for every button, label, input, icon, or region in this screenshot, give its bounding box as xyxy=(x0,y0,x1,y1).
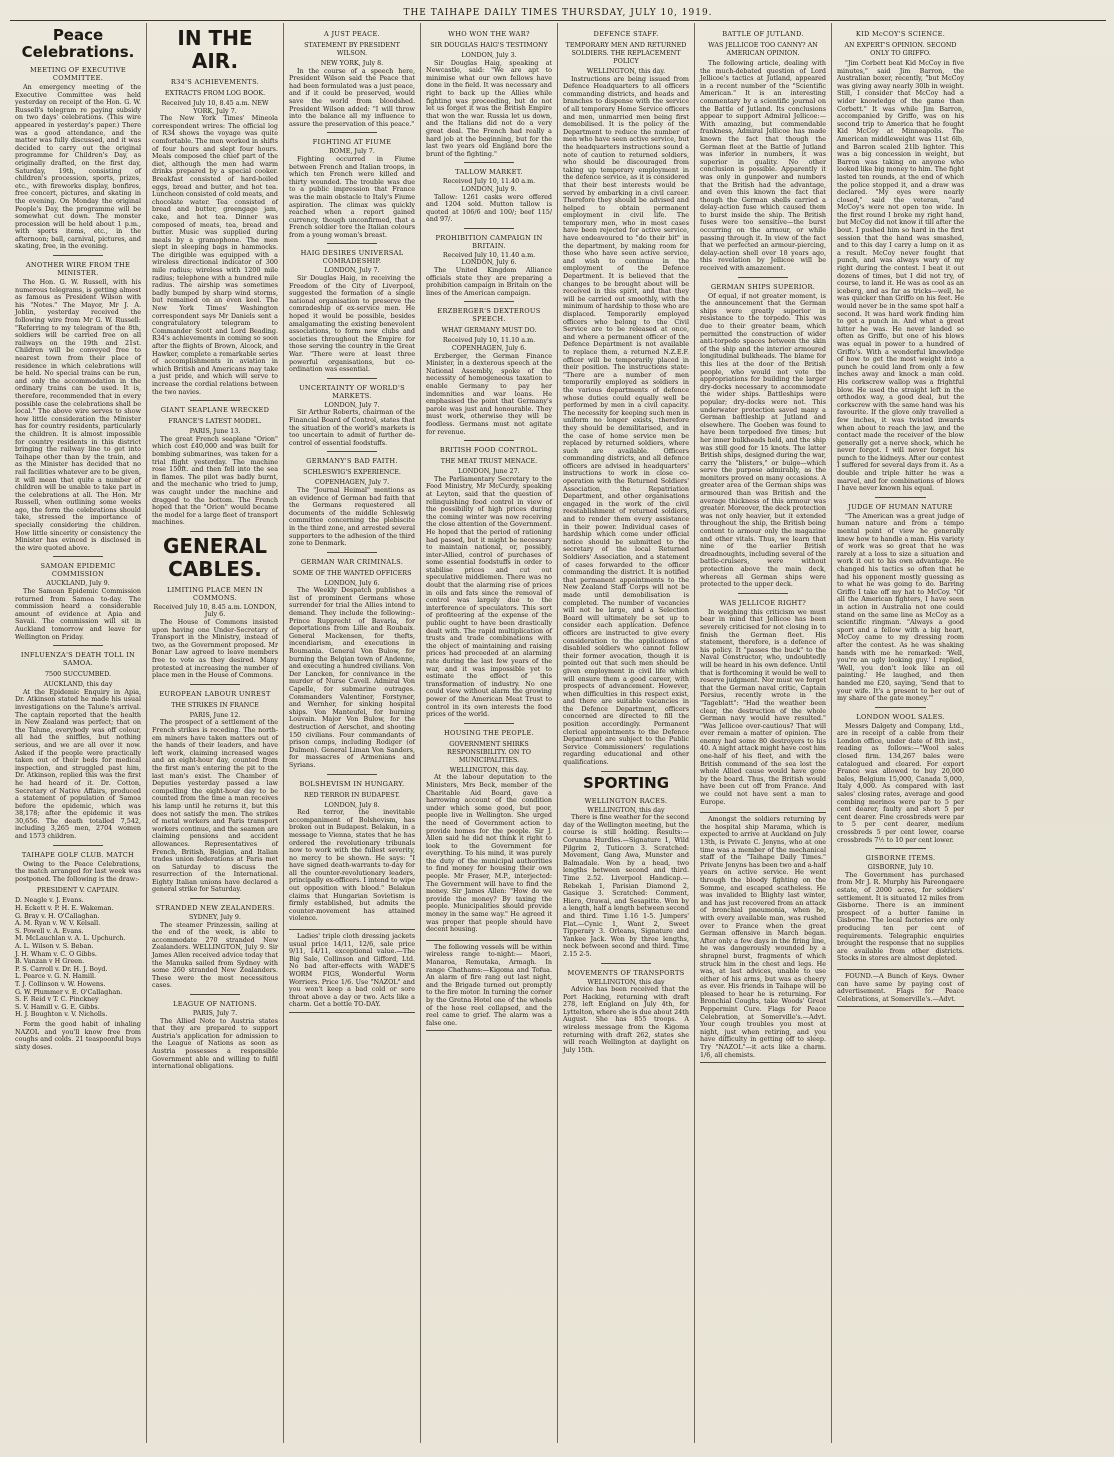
article-body: The Parliamentary Secretary to the Food Ministry, Mr McCurdy, speaking at Leyton, said that the question of relinquishing food control in view of the possibility of high prices during the coming winter was now receiving the close attention of the Government. He hoped that the period of rationing had passed, but it might be necessary to maintain national, or, possibly, inter-Allied, control of purchases of some essential foodstuffs in order to stabilise prices and cut out speculative middlemen. There was no doubt that the alarming rise of prices in oils and fats since the removal of control was largely due to the interference of speculators. This sort of profiteering at the expense of the public ought to have been drastically dealt with. The rapid multiplication of trusts and trade combinations with the object of maintaining and raising prices had proceeded at an alarming rate during the last few years of the war, and it was impossible yet to estimate the effect of this transformation of industry. No one could view without alarm the growing power of the American Meat Trust to control in its own interests the food prices of the world. xyxy=(426,474,552,719)
article-headline: WHO WON THE WAR? xyxy=(448,30,530,38)
article-body: Erzberger, the German Finance Minister, in a dexterous speech at the National Assembly, spoke of the necessity of homogeneous taxation to enable Germany to pay her indemnities and war loans. He emphasised the point that Germany's parole was just and honourable. They must work, otherwise they will be foodless. Germans must not agitate for revenue. xyxy=(426,351,552,436)
article-body: Of equal, if not greater moment, is the announcement that the German ships were greatly superior in resistance to the torpedo. This was due to their greater beam, which permitted the construction of wider anti-torpedo spaces between the skin of the ship and the interior armoured longitudinal bulkheads. The blame for this lies at the door of the British people, who would not vote the appropriations for building the larger dry-docks necessary to accommodate the wider ships. Battleships were popular; dry-docks were not. This underwater protection saved many a German battleship at Jutland and elsewhere. The Goeben was found to have been torpedoed five times; but her inner bulkheads held, and the ship was still good for 15 knots. The latter British ships, designed during the war, carry the "blisters," or bulge—which serve the purpose admirably, as the monitors proved on many occasions. A greater area of the German ships was armoured than was British and the average thickness of this armour was greater. Moreover, the deck protection was not only heavier, but it extended throughout the ship, the British being content to armour only the magazine and other vitals. Thus, we learn that nine of the earlier British dreadnoughts, including several of the battle-cruisers, were without protection above the main deck, whereas all German ships were protected to the upper deck. xyxy=(700,291,826,589)
article xyxy=(15,645,141,840)
article xyxy=(152,684,278,894)
article-body: Amongst the soldiers returning by the hospital ship Marama, which is expected to arrive at Auckland on July 13th, is Private C. Jenyns, who at one time was a member of the mechanical staff of the "Taihape Daily Times." Private Jenyns has been two and a-half years on active service. He went through the bloody fighting on the Somme, and escaped scatheless. He was invalided to Blighty last winter, and has just recovered from an attack of bronchial pneumonia, when he, with every available man, was rushed over to France when the great German offensive in March began. After only a few days in the firing line, he was dangerously wounded by a shrapnel burst, fragments of which struck him in the chest and legs. He was, at last advices, unable to use either of his arms, but was as cheery as ever. His friends in Taihape will be pleased to hear he is returning. For Bronchial Coughs, take Woods' Great Peppermint Cure. Flags for Peace Celebration, at Somerville's.—Advt. Your cough troubles you most at night, just when retiring, and you have difficulty in getting off to sleep. Try "NAZOL"—it acts like a charm. 1/6, all chemists. xyxy=(700,815,827,1059)
article-body: "The American was a great judge of human nature and from a tempo mental point of view he generally knew how to handle a man. His variety of work was so great that he was rarely at a loss to size a situation and work it out to his own advantage. He changed his tactics so often that he had his opponent mostly guessing as to what he was going to do. Barring Griffo I take off my hat to McCoy. "Of all the American fighters, I have seen in action in Australia not one could stand on the same line as McCoy as a scientific ringman. "Always a good sport and a fellow with a big heart, McCoy came to my dressing room after the contest. As he was shaking hands with me he remarked: 'Well, you're an ugly looking guy.' I replied, 'Well, you don't look like an oil painting.' He laughed, and then handed me £20, saying, 'Send that to your wife. It's a present to her out of my share of the gate money.'" xyxy=(837,511,964,703)
column-rule xyxy=(464,162,514,163)
article-headline: DEFENCE STAFF. xyxy=(593,30,659,38)
dateline: WELLINGTON, this day xyxy=(587,805,665,814)
article-headline: GISBORNE ITEMS. xyxy=(865,854,936,863)
article-headline: WELLINGTON RACES. xyxy=(584,796,668,805)
article-headline: R34'S ACHIEVEMENTS. xyxy=(170,78,260,86)
article-headline: GIANT SEAPLANE WRECKED xyxy=(160,406,270,415)
draw-entry: S. Powell v. A. Evans. xyxy=(15,926,84,935)
column-rule xyxy=(601,963,651,964)
dateline: NEW YORK, July 8. xyxy=(320,59,384,67)
article-body: The Government has purchased from Mr J. R. Murphy his Pareongaere estate, of 2000 acres, for soldiers' settlement. It is situated 12 miles from Gisborne. There is an imminent prospect of a butter famine in Gisborne. The local factories are only producing ten per cent of requirements. Telegraphic enquiries brought the response that no supplies are available from other districts. Stocks in stores are almost depleted. xyxy=(837,870,964,963)
dateline: WELLINGTON, this day xyxy=(587,977,665,986)
column-rule xyxy=(53,556,103,557)
article-subheadline: SCHLESWIG'S EXPERIENCE. xyxy=(303,468,401,477)
dateline: GISBORNE, July 10. xyxy=(867,863,934,872)
column-rule xyxy=(53,845,103,846)
article-headline: KID McCOY'S SCIENCE. xyxy=(855,30,946,38)
article-headline: GERMAN SHIPS SUPERIOR. xyxy=(710,282,816,291)
article-headline: FIGHTING AT FIUME xyxy=(312,138,392,147)
dateline: ROME, July 7. xyxy=(329,147,375,156)
article-body: Messrs Dalgety and Company, Ltd., are in receipt of a cable from their London office, under date of 8th inst., reading as follows:—"Wool sales closed firm. 134,267 bales were catalogued and cleared. For export France was allowed to buy 20,000 bales, Belgium 15,000, Canada 5,000, Italy 4,000. As compared with last sales' closing rates, average and good combing merinos were par to 5 per cent dearer, faulty and short 5 per cent dearer. Fine crossbreds were par to 5 per cent dearer, medium crossbreds 5 per cent lower, coarse crossbreds 7½ to 10 per cent lower. xyxy=(837,721,964,844)
dateline: LONDON, July 8. xyxy=(324,800,380,809)
article-headline: MOVEMENTS OF TRANSPORTS xyxy=(567,968,685,977)
article-body: Owing to the Peace Celebrations, the match arranged for last week was postponed. The following is the draw:- xyxy=(15,859,141,883)
article xyxy=(426,30,552,158)
column-1 xyxy=(10,23,147,1443)
article xyxy=(289,774,415,924)
article-headline: MEETING OF EXECUTIVE COMMITTEE. xyxy=(29,66,127,82)
column-rule xyxy=(464,228,514,229)
article xyxy=(152,27,278,396)
dateline: PARIS, July 7. xyxy=(192,1009,238,1017)
article xyxy=(563,771,689,959)
advertisements xyxy=(700,812,826,1063)
article-body: Advice has been received that the Port Hacking, returning with draft 278, left England on July 4th, for Lyttelton, where she is due about 24th August. She has 855 troops. A wireless message from the Kigoma returning with draft 262, states she will reach Wellington at daylight on July 15th. xyxy=(563,985,689,1054)
article xyxy=(15,845,141,1052)
article-subheadline: THE STRIKES IN FRANCE xyxy=(171,700,259,709)
section-heading: SPORTING xyxy=(582,773,670,792)
column-rule xyxy=(327,378,377,379)
article-subheadline: FRANCE'S LATEST MODEL. xyxy=(168,417,262,426)
article xyxy=(426,723,552,934)
article-body: The prospect of a settlement of the French strikes is receding. The north-em miners have taken matters out of the hands of their leaders, and have left work, claiming increased wages and an eight-hour day, counted from the first man's entering the pit to the last man's exist. The Chamber of Deputies yesterday passed a law compelling the eight-hour day to be counted from the time a man receives his lamp until he returns it, but this does not satisfy the men. The strikes of metal workers and Paris transport workers continue, and the seamen are claiming pensions and accident allowances. Representatives of French, British, Belgian, and Italian trades union federations at Paris met on Saturday to discuss the resurrection of the International. Eighty Italian unions have declared a general strike for Saturday. xyxy=(152,718,278,894)
article xyxy=(700,593,826,806)
dateline: LONDON, July 7. xyxy=(324,266,380,275)
article-headline: GERMAN WAR CRIMINALS. xyxy=(300,557,404,566)
article xyxy=(289,243,415,373)
article xyxy=(837,497,964,703)
section-heading: Peace Celebrations. xyxy=(21,26,135,61)
article-body: At the Epidemic Enquiry in Apia, Dr. Atkinson stated he made his usual investigations on the Talune's arrival. The captain reported that the health in New Zealand was perfect; that on the Talune, everybody was off colour, all had the sniffles, but nothing serious, and we are all over it now. Asked if the people were practically taken out of their beds for medical inspection, and struggled past him, Dr. Atkinson, replied this was the first he had heard of it. Dr. Cotton, Secretary of Native Affairs, produced a statement of population of Samoa before the epidemic, which was 38,178; after the epidemic it was 30,656. The death totalled 7,542, including 3,265 men, 2704 women and 1573 children. xyxy=(15,687,141,841)
draw-entry: S. F. Reid v T. C. Pinckney xyxy=(15,995,99,1004)
column-rule xyxy=(190,994,240,995)
column-rule xyxy=(875,848,926,849)
article-body: The United Kingdom Alliance officials state they are preparing a prohibition campaign in Britain on the lines of the American campaign. xyxy=(426,266,552,297)
dateline: LONDON, July 3. xyxy=(461,51,517,59)
dateline: LONDON, July 6. xyxy=(324,578,380,587)
dateline: LONDON, July 7. xyxy=(324,400,380,409)
article xyxy=(563,963,689,1055)
article-headline: LEAGUE OF NATIONS. xyxy=(173,1000,257,1008)
draw-title: PRESIDENT V. CAPTAIN. xyxy=(37,886,119,895)
dateline: Received July 10, 8.45 a.m. LONDON, July 6. xyxy=(153,602,277,619)
article-body: The Samoan Epidemic Commission returned from Samoa to-day. The commission heard a considerable amount of evidence at Apia and Savaii. The commission will sit in Auckland tomorrow and leave for Wellington on Friday. xyxy=(15,587,141,641)
article xyxy=(289,30,415,128)
column-rule xyxy=(327,774,377,775)
draw-entry: L. Pearce v. G. N. Hamill. xyxy=(15,972,97,981)
article-body: Sir Arthur Roberts, chairman of the Financial Board of Control, states that the situation of the world's markets is too uncertain to admit of further de-control of essential foodstuffs. xyxy=(289,408,415,447)
column-rule xyxy=(464,301,514,302)
article xyxy=(15,27,141,251)
article-headline: UNCERTAINTY OF WORLD'S MARKETS. xyxy=(299,383,405,400)
article-subheadline: SIR DOUGLAS HAIG'S TESTIMONY xyxy=(430,41,548,49)
draw-entry: G. Bray v. H. O'Callaghan. xyxy=(15,911,100,920)
advertisements xyxy=(289,929,415,1013)
article xyxy=(289,552,415,770)
article-subheadline: STATEMENT BY PRESIDENT WILSON. xyxy=(304,41,400,57)
draw-entry: T. J. Collinson v. W. Howens. xyxy=(15,979,106,988)
dateline: PARIS, June 12. xyxy=(189,710,241,719)
article-body: In the course of a speech here, President Wilson said the Peace that had been formulated was a just peace, and if it could be preserved, would save the world from bloodshed. President Wilson added: "I will throw into the balance all my influence to assure the preservation of this peace." xyxy=(289,66,415,128)
article-headline: WAS JELLICOE RIGHT? xyxy=(719,598,807,607)
dateline: COPENHAGEN, July 7. xyxy=(314,478,390,487)
draw-entry: A. L. Wilson v. S. Beban. xyxy=(15,942,94,950)
draw-entry: P. S. Carroll v. Dr. H. J. Boyd. xyxy=(15,964,108,973)
draw-entry: A. M. Ryan v. W. V. Kelsall. xyxy=(15,919,101,928)
article-body: The Hon. G. W. Russell, with his numerous telegrams, is getting almost as famous as President Wilson with his "Notes." The Mayor, Mr J. A. Joblin, yesterday received the following wire from Mr G. W. Russell: "Referring to my telegram of the 8th, soldiers will be carried free on all railways on the 19th and 21st. Children will be conveyed free to nearest town from their place of residence in which celebrations will be held. No special trains can be run, and only the accommodation in the ordinary trains can be used. It is, therefore, recommended that in every possible case the celebrations shall be local." The above wire serves to show how little consideration the Minister has for country residents, particularly the children. It is almost impossible for country residents in this district bringing the railway line to get into Taihape other than by the train, and as the Minister has decided that no rail facilities whatever are to be given, it will mean that quite a number of children will be unable to take part in the celebrations at all. The Hon. Mr Russell, when outlining some weeks ago, the form the celebrations should take, stressed the importance of specially considering the children. How little sincerity or consistency the Minister has evinced is disclosed in the wire quoted above. xyxy=(15,278,141,552)
draw-entry: M. McLauchlan v. A. L. Upchurch. xyxy=(15,934,126,943)
dateline: Received July 10, 11.40 a.m. LONDON, July 6. xyxy=(442,250,536,267)
article-headline: PROHIBITION CAMPAIGN IN BRITAIN. xyxy=(435,233,543,250)
article-headline: JUDGE OF HUMAN NATURE xyxy=(848,502,953,511)
article-subheadline: TEMPORARY MEN AND RETURNED SOLDIERS. THE REPLACEMENT POLICY xyxy=(565,41,687,65)
column-rule xyxy=(875,497,926,498)
column-2 xyxy=(147,23,284,1443)
article xyxy=(837,707,964,845)
article-headline: HAIG DESIRES UNIVERSAL COMRADESHIP. xyxy=(300,249,404,266)
article-body: The New York Times' Mineola correspondent wrires: The official log of R34 shows the voyage was quite comfortable. The men worked in shifts of four hours and slept four hours. Meals composed the chief part of the diet, although the men had warm drinks prepared by a special cooker. Breakfast consisted of hard-boiled eggs, bread and butter, and hot tea. Luncheon consisted of cold meats, and chocolate water. Tea consisted of bread and butter, greengage jam, cake, and hot tea. Dinner was composed of meats, tea, bread and butter. Music was supplied during meals by a gramophone. The men slept in sleeping bags in hammocks. The dirigible was equipped with a wireless directional indicator of 300 mile radius; wireless with 1200 mile radius; telephone with a hundred mile radius. The airship was sometimes badly bumped by sharp wind storms, but remained on an even keel. The New York Times' Washington correspondent says Mr Daniels sent a congratulatory telegram to Commander Scott and Lord Beading. R34's achievements in coming so soon after the flights of Brown, Alcock, and Hawker, complete a remarkable series of accomplishments in aviation in which British and Americans may take a just pride, and which will serve to increase the cordial relations between the two navies. xyxy=(152,114,278,396)
column-rule xyxy=(327,243,377,244)
article-body: Ladies' triple cloth dressing jackets usual price 14/11, 12/6, sale price 9/11, 14/11, exceptional value.—The Big Sale, Collinson and Gifford, Ltd. No bad after-effects with WADE'S WORM FIGS, Wonderful Worm Worriers. Price 1/6. Use "NAZOL" and you won't keep a bad cold or sore throat above a day or two. Acts like a charm. Get a bottle TO-DAY. xyxy=(289,932,415,1009)
article-headline: INFLUENZA'S DEATH TOLL IN SAMOA. xyxy=(20,651,136,668)
article-body: Instructions are being issued from Defence Headquarters to all officers commanding districts, and heads and branches to dispense with the service of all temporary Home Service officers and men, unmarried men being first demobilised. It is the policy of the Department to reduce the number of men who have seen active service, but the headquarters instructions sound a note of caution to returned soldiers, who should be discouraged from taking up temporary employment in the defence service, as it is considered that their best interests would be served by embarking in a civil career. Therefore they should be advised and helped to obtain permanent employment in civil life. The temporary men, who in most cases have been rejected for active service, have endeavoured to "do their bit" in the department, by making room for those who have seen active service, and wish to continue in the employment of the Defence Department. It is believed that the changes to be brought about will be received in this spirit, and that they will be carried out smoothly, with the minimum of hardship to those who are displaced. Temporarily employed officers who belong to the Civil Service are to be released at once, and where a permanent officer of the Defence Department is not available to replace them, a returned N.Z.E.F. officer will be temporarily placed in their position. The instructions state: "There are a number of men temporarily employed as soldiers in the various departments of defence whose duties could equally well be performed by men in a civil capacity. The necessity for keeping such men in uniform no longer exists, therefore they should be demilitarised, and in the case of home service men be replaced by returned soldiers, where such are available. Officers commanding districts, and all defence officers are advised in headquarters' instructions to work in close co-operation with the Returned Soldiers' Association, the Repatriation Department, and other organisations engaged in the work of the civil reestablishment of returned soldiers, and to render them every assistance in their power. Individual cases of hardship which come under official notice should be submitted to the secretary of the local Returned Soldiers' Association, and a statement of cases forwarded to the officer commanding the district. It is notified that permanent appointments to the New Zealand Staff Corps will not be made until demobilisation is completed. The number of vacancies will not be large, and a Selection Board will ultimately be set up to consider each application. Defence officers are instructed to give every consideration to the applications of disabled soldiers who cannot follow their former avocation, though it is pointed out that such men should be given employment in civil life which will ensure them a good career, with prospects of advancement. However, when difficulties in this respect exist, and there are suitable vacancies in the Defence Department, officers concerned are directed to fill the position accordingly. Permanent clerical appointments to the Defence Department are subject to the Public Service Commissioners' regulations regarding educational and other qualifications. xyxy=(563,74,690,767)
article xyxy=(837,848,964,963)
column-5 xyxy=(558,23,695,1443)
article xyxy=(289,132,415,239)
article-headline: BOLSHEVISM IN HUNGARY. xyxy=(299,779,405,788)
article xyxy=(152,994,278,1071)
section-heading: GENERAL CABLES. xyxy=(162,533,268,581)
article-body: The steamer Prinzessin, sailing at the end of the week, is able to accommodate 270 stranded New Zealanders. WELLINGTON, July 9. Sir James Allen received advice today that the Manuka sailed from Sydney with some 260 stranded New Zealanders. These were the most necessitous cases. xyxy=(152,920,278,990)
column-6 xyxy=(695,23,832,1443)
column-rule xyxy=(53,645,103,646)
article-body: In weighing this criticism we must bear in mind that Jellicoe has been severely criticised for not closing in to finish the German fleet. His statement, therefore, is a defence of his policy. It "passes the buck" to the Naval Constructor, who, undoubtedly will be heard in his own defence. Until that is forthcoming it would be well to reserve judgment. Nor must we forget that the German naval critic, Captain Persius, recently wrote in the "Tageblatt": "Had the weather been clear, the destruction of the whole German navy would have resulted." "Was Jellicoe over-cautious? That will ever remain a matter of opinion. The enemy had some 80 destroyers to his 40. A night attack might have cost him one-half of his fleet, and with the British command of the sea lost the whole Allied cause would have gone by the board. Thus, the British would have been cut off from France. And we could not have sent a man to Europe. xyxy=(700,607,826,806)
article xyxy=(700,277,826,589)
article xyxy=(700,30,826,273)
article-body: The following vessels will be within wireless range to-night:— Maori, Manaroa, Remutaka, Armagh. In range Chathams:—Kigoma and Tofua. An alarm of fire rang out last night, and the Brigade turned out promptly to the fire motor. In turning the corner by the Gretna Hotel one of the wheels of the hose reel collapsed, and the reel came to grief. The alarm was a false one. xyxy=(426,942,552,1027)
dateline: AUCKLAND, July 9. xyxy=(46,579,110,588)
article-body: The Allied Note to Austria states that they are prepared to support Austria's application for admission to the League of Nations as soon as Austria possesses a responsible Government able and willing to fulfil international obligations. xyxy=(152,1016,278,1071)
article-body: FOUND.—A Bunch of Keys. Owner can have same by paying cost of advertisement. Flags for Peace Celebrations, at Somerville's.—Advt. xyxy=(837,971,964,1003)
article-subheadline: THE MEAT TRUST MENACE. xyxy=(440,457,538,466)
column-4 xyxy=(421,23,558,1443)
article-body: The "Journal Heimal" mentions as an evidence of German bad faith that the Germans requestered all documents of the middle Schleswig committee concerning the plebiscite in the third zone, and arrested several supporters to the adhesion of the third zone to Denmark. xyxy=(289,485,415,548)
article-headline: ANOTHER WIRE FROM THE MINISTER. xyxy=(25,261,131,278)
dateline: WELLINGTON, this day. xyxy=(449,765,529,774)
article-body: An emergency meeting of the Executive Committee was held yesterday on receipt of the Hon. G. W. Russell's telegram re paying subsidy on two days' celebrations. (This wire appeared in yesterday's paper.) There was a good attendance, and the matter was fully discussed, and it was decided to carry out the original programme for Children's Day, as originally drafted, on the first day, Saturday, 19th, consisting of children's procession, sports, prizes, etc., with fireworks display, bonfires, free concert, pictures, and skating in the evening. On Monday the original People's Day, the programme will be somewhat cut down. The monster procession will be held about 1 p.m., with sports items, etc., in the afternoon; ball, carnival, pictures, and skating, free, in the evening. xyxy=(15,83,141,251)
draw-entry: H. Eckett v. P. H. E. Wakeman. xyxy=(15,904,114,913)
article xyxy=(152,531,278,680)
column-7 xyxy=(832,23,969,1443)
column-rule xyxy=(738,277,788,278)
article-headline: GERMANY'S BAD FAITH. xyxy=(306,457,398,466)
article-body: The House of Commons insisted upon having one Under-Secretary of Transport in the Ministry, instead of two, as the Government proposed. Mr Bonar Law agreed to leave members free to vote as they desired. Many protested at increasing the number of place men in the House of Commons. xyxy=(152,618,278,680)
draw-entry: H. J. Boughton v. V. Nicholls. xyxy=(15,1010,108,1019)
column-rule xyxy=(190,684,240,685)
article xyxy=(289,378,415,448)
article-headline: BATTLE OF JUTLAND. xyxy=(722,30,804,38)
article-body: Red terror, the inevitable accompaniment of Bolshevism, has broken out in Budapest. Belakun, in a message to Vienna, states that he has ordered the revolutionary tribunals now to work with the fullest severity, no mercy to be shown. He says: "I have signed death-warrants to-day for all the counter-revolutionary leaders, principally ex-officers. I intend to wipe out opposition with blood." Belakun claims that Hungarian Sovietism is firmly established, but admits the counter-movement has attained violence. xyxy=(289,808,415,923)
advertisements xyxy=(426,940,552,1032)
article-headline: EUROPEAN LABOUR UNREST xyxy=(159,689,271,698)
article-subheadline: GOVERNMENT SHIRKS RESPONSIBILITY. ON TO MUNICIPALITIES. xyxy=(447,739,531,764)
article-subheadline: AN EXPERT'S OPINION. SECOND ONLY TO GRIFFO. xyxy=(844,41,957,57)
dateline: PARIS, June 13. xyxy=(189,427,241,436)
dateline: Received July 10, 11.10 a.m. COPENHAGEN, July 6. xyxy=(442,336,536,353)
column-rule xyxy=(738,593,788,594)
column-rule xyxy=(327,132,377,133)
advertisement-text: Form the good habit of inhaling NAZOL and you'll know free from coughs and colds. 21 teaspoonful buys sixty doses. xyxy=(15,1019,141,1051)
article-headline: BRITISH FOOD CONTROL. xyxy=(439,446,539,455)
draw-entry: D. Neagle v. J. Evans. xyxy=(15,896,84,905)
columns xyxy=(10,23,1106,1443)
article-body: Fighting occurred in Fiume between French and Italian troops, in which ten French were killed and thirty wounded. The trouble was due to a public impression that France was the main obstacle to Italy's Fiume aspiration. The climax was quickly reached when a report gained currency, though unconfirmed, that a French soldier tore the Italian colours from a young woman's breast. xyxy=(289,154,415,239)
article-subheadline: WAS JELLICOE TOO CANNY? AN AMERICAN OPINION. xyxy=(708,41,818,57)
article-body: "Jim Corbett beat Kid McCoy in five minutes," said Jim Barron, the Australian boxer, recently, "but McCoy was giving away nearly 30lb in weight. Still, I consider that McCoy had a wider knowledge of the game than Corbett." It was while Jim Barron, accompanied by Griffo, was on his second trip to America that he fought Kid McCoy at Minneapolis. The American middleweight was 11st 6lb, and Barron scaled 21lb lighter. This was a big concession in weight, but Barron was taking on anyone who looked like big money to him. The fight lasted ten rounds, at the end of which the police stopped it, and a draw was declared. "My eyes were nearly closed," said the veteran, "and McCoy's were not open too wide. In the first round I broke my right hand, but McCoy did not know it till after the bout. I pushed him so hard in the first session that the hand was smashed, and to this day I carry a lump on it as a result. McCoy never fought that punch, and was always wary of my right during the contest. I beat it out dozens of times, but I did not try, of course, to land it. He was as cool as an iceberg, and as far as tricks—well, he was quicker than Griffo on his feet. He would never be in the same spot half a second. It was hard work finding him to get a punch in. And what a great hitter he was. He never landed so often as Griffo, but one of his blows was equal in power to a hundred of Griffo's. With a wonderful knowledge of how to get the most weight into a punch he could land from only a few inches away and knock a man cold. His corkscrew wallop was a frightful blow. He used the straight left in the orthodox way, a good deal, but the corkscrew with the same hand was his favourite. If the glove only travelled a few inches, it was twisted inwards when about to reach the jaw, and the contact made the receiver of the blow generally get a nerve shock, which he never forgot. I will never forget his punch to the kidneys. After our contest I suffered for several days from it. As a double and triple hitter he was a marvel, and for combinations of blows I have never known his equal. xyxy=(837,59,964,493)
article xyxy=(15,556,141,641)
article-headline: A JUST PEACE. xyxy=(324,30,380,38)
column-3 xyxy=(284,23,421,1443)
article-headline: STRANDED NEW ZEALANDERS. xyxy=(155,904,275,913)
column-rule xyxy=(190,531,240,532)
article-subheadline: 7500 SUCCUMBED. xyxy=(44,670,112,679)
article xyxy=(837,30,964,493)
draw-entry: G. W. Plummer v. E. O'Callaghan. xyxy=(15,987,123,996)
article-body: There is fine weather for the second day of the Wellington meeting, but the course is still holding. Results:— Corunna Hurdles.—Signature 1, Wild Pilgrim 2, Tuticorn 3. Scratched: Movement, Gang Awa, Munster and Balmadale. Won by a head, two lengths between second and third. Time 2.52. Liverpool Handicap.—Rebekah 1, Parisian Diamond 2, Gasique 3. Scratched: Comment, Hiero, Orawai, and Sesapitte. Won by a length, half a length between second and third. Time 1.16 1-5. Jumpers' Flat.—Cynic 1, Want 2, Sweet Tipperary 3. Orleans, Signature and Yankee Jack. Won by three lengths, neck between second and third. Time 2.15 2-5. xyxy=(563,813,689,958)
article-headline: LONDON WOOL SALES. xyxy=(856,712,945,721)
column-rule xyxy=(327,552,377,553)
column-rule xyxy=(875,707,926,708)
article xyxy=(563,30,689,767)
article-headline: TALLOW MARKET. xyxy=(455,168,523,177)
article-subheadline: RED TERROR IN BUDAPEST. xyxy=(304,790,400,799)
article-body: Sir Douglas Haig, speaking at Newcastle, said: "We are apt to minimise what our own fellows have done in the field. It was necessary and right to back up the Allies while fighting was proceeding, but do not let us forget it was the British Empire that won the war. Russia let us down, and the Italians did not do a very great deal. The French had really a hard job at the beginning, but for the last two years old England bore the brunt of the fighting." xyxy=(426,58,552,158)
article-body: The following article, dealing with the much-debated question of Lord Jellicoe's tactics at Jutland, appeared in a recent number of the "Scientific American." It is an interesting commentary by a scientific journal on the Battle of Jutland. Its conclusions appear to support Admiral Jellicoe:— With amazing, but commendable frankness, Admiral Jellicoe has made known the fact that though the German fleet at the Battle of Jutland was inferior in numbers, it was superior in quality. No other conclusion is possible. Apparently it was only in gunpower and numbers that the British had the advantage, and even this known the fact that though the German shells carried a delay-action fuse which caused them to burst inside the ship. The British fuses were too sensitive—the burst occurring on the armour, or while passing through it. In view of the fact that we perfected an armour-piercing, delay-action shell over 18 years ago, this revelation by Jellicoe will be received with amazement. xyxy=(700,59,826,273)
draw-entry: B. Vanzan v H Green. xyxy=(15,957,85,966)
article-headline: ERZBERGER'S DEXTEROUS SPEECH. xyxy=(437,307,541,324)
article-body: Sir Douglas Haig, in receiving the Freedom of the City of Liverpool, suggested the formation of a single national organisation to preserve the comradeship of ex-service men. He hoped it would be possible, besides amalgamating the existing benevolent associations, to form new clubs and societies throughout the Empire for those serving the country in the Great War. "There were at least three powerful organisations, but co-ordination was essential. xyxy=(289,274,415,374)
column-rule xyxy=(327,451,377,452)
article xyxy=(426,162,552,224)
advertisements xyxy=(837,969,964,1007)
article-body: The Weekly Despatch publishes a list of prominent Germans whose surrender for trial the Allies intend to demand. They include the following:- Prince Rupprecht of Bavaria, for deportations from Lille and Roubaix. General Mackensen, for thefts, incendiarism, and executions in Roumania. General Von Bulow, for burning the Belgian town of Andenne, and executing a hundred civilians. Von Der Lancken, for connivance in the murder of Nurse Cavell. Admiral Von Capelle, for submarine outrages. Commanders Valentiner, Forstyner, and Wernher, for sinking hospital ships. Von Manteufel, for burning Louvain. Major Von Bulow, for the destruction of Aerschot, and shooting 150 civilians. Four commandants of prison camps, including Rodiger (of Dulmen). General Liman Von Sanders, for massacres of Armenians and Syrians. xyxy=(289,586,415,769)
column-rule xyxy=(190,400,240,401)
article-subheadline: WHAT GERMANY MUST DO. xyxy=(441,326,537,335)
dateline: Received July 10, 8.45 a.m. NEW YORK, July 7. xyxy=(161,99,269,115)
article xyxy=(426,301,552,436)
article xyxy=(289,451,415,547)
column-rule xyxy=(464,723,514,724)
dateline: Received July 10, 11.40 a.m. LONDON, July 9. xyxy=(442,177,536,193)
column-rule xyxy=(601,771,651,772)
article-headline: SAMOAN EPIDEMIC COMMISSION xyxy=(40,562,116,579)
article xyxy=(15,255,141,552)
dateline: LONDON, June 27. xyxy=(458,467,520,476)
article xyxy=(426,440,552,719)
column-rule xyxy=(53,255,103,256)
article-headline: HOUSING THE PEOPLE. xyxy=(443,728,535,737)
article-subheadline: EXTRACTS FROM LOG BOOK. xyxy=(164,89,266,97)
article-headline: TAIHAPE GOLF CLUB. MATCH xyxy=(21,850,135,859)
column-rule xyxy=(464,440,514,441)
article-headline: LIMITING PLACE MEN IN COMMONS. xyxy=(166,585,264,602)
masthead: THE TAIHAPE DAILY TIMES THURSDAY, JULY 10, 1919. xyxy=(10,6,1106,21)
article xyxy=(152,400,278,527)
draw-list xyxy=(15,897,141,1019)
article-subheadline: SOME OF THE WANTED OFFICERS xyxy=(292,568,412,577)
column-rule xyxy=(190,898,240,899)
article xyxy=(152,898,278,990)
dateline: WELLINGTON, this day. xyxy=(586,67,666,75)
dateline: SYDNEY, July 9. xyxy=(189,913,241,922)
draw-entry: J. H. Wham v. C. O Gibbs. xyxy=(15,949,97,958)
dateline: AUCKLAND, this day xyxy=(43,680,113,689)
article-body: The great French seaplane "Orion" which cost £40,000 and was built for bombing submarines, was taken for a trial flight yesterday. The machine rose 150ft. and then fell into the sea in flames. The pilot was badly burnt, and the mechanic who tried to jump, was caught under the machine and dragged to the bottom. The French hoped that the "Orion" would became the model for a large fleet of transport machines. xyxy=(152,434,278,527)
article-body: Tallow: 1261 casks were offered and 1204 sold. Mutton tallow is quoted at 106/6 and 100/; beef 115/ and 97/. xyxy=(426,192,552,224)
draw-entry: S. V. Hamill v. G. E. Gibbs. xyxy=(15,1002,100,1011)
article-body: At the labour deputation to the Ministers, Mrs Beck, member of the Charitable Aid Board, gave a harrowing account of the condition under which some good, but poor, people live in Wellington. She urged the need of Government action to provide homes for the people. Sir J. Allen said he did not think it right to look to the Government for everything. To his mind, it was purely the duty of the municipal authorities to find money for housing their own people. Mr Fraser, M.P., interjected: The Government will have to find the money. Sir James Allen: "How do we provide the money? By taxing the people. Municipalities should provide money in the same way." He agreed it was proper that people should have decent housing. xyxy=(426,773,552,934)
article xyxy=(426,228,552,298)
section-heading: IN THE AIR. xyxy=(177,26,253,73)
